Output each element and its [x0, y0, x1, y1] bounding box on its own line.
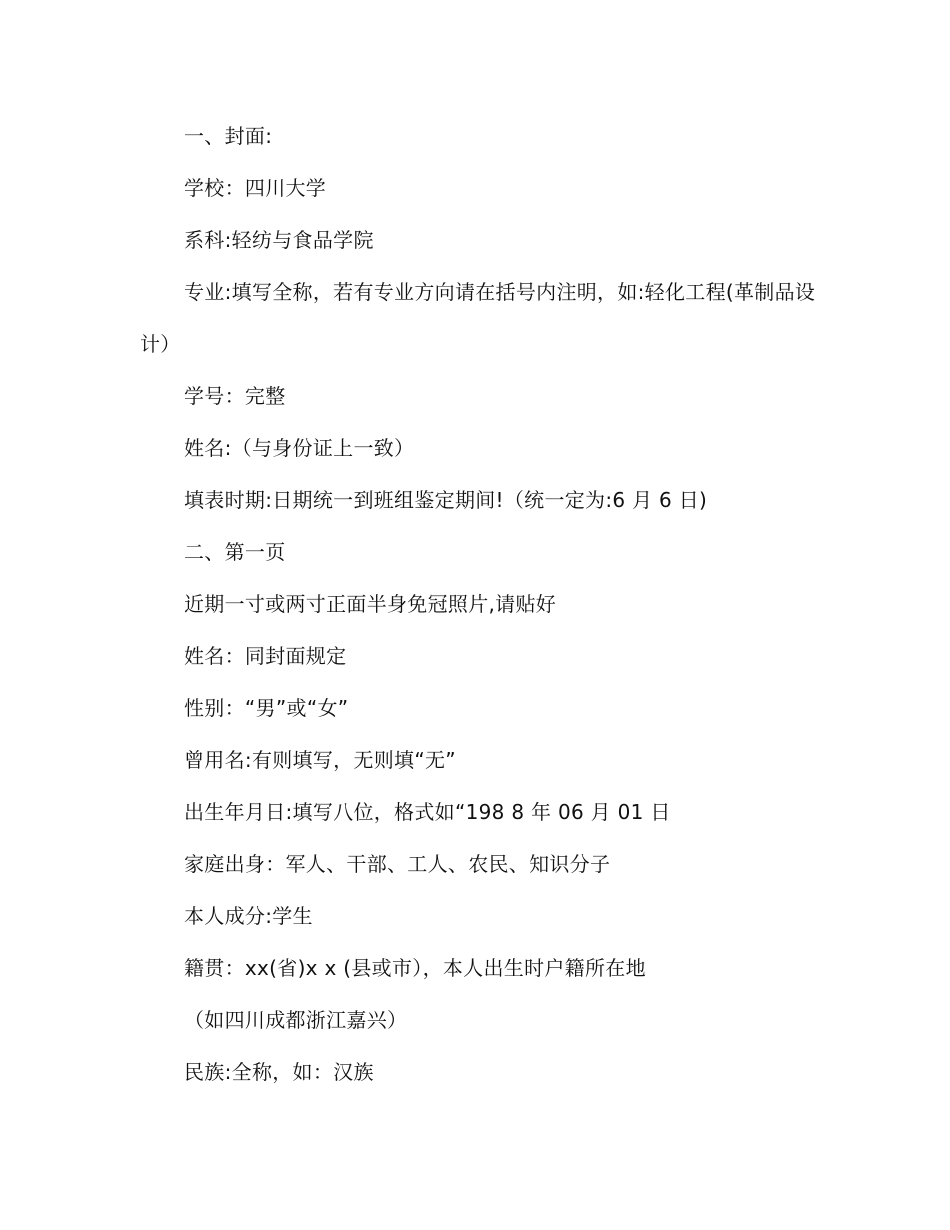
- section-heading-first-page: 二、第一页: [184, 540, 286, 564]
- field-personal-status: 本人成分:学生: [184, 904, 313, 928]
- field-name: 姓名：同封面规定: [184, 644, 347, 668]
- field-family-background: 家庭出身：军人、干部、工人、农民、知识分子: [184, 852, 611, 876]
- field-former-name: 曾用名:有则填写，无则填“无”: [184, 748, 456, 772]
- field-gender: 性别：“男”或“女”: [184, 696, 349, 720]
- field-native-place: 籍贯：xx(省)x x (县或市），本人出生时户籍所在地: [184, 956, 646, 980]
- document-body: [140, 110, 820, 1098]
- field-ethnicity: 民族:全称，如：汉族: [184, 1060, 374, 1084]
- field-native-place-example: （如四川成都浙江嘉兴）: [184, 1008, 408, 1032]
- field-fill-date: 填表时期:日期统一到班组鉴定期间!（统一定为:6 月 6 日): [184, 488, 708, 512]
- field-student-id: 学号：完整: [184, 384, 286, 408]
- field-photo: 近期一寸或两寸正面半身免冠照片,请贴好: [184, 592, 557, 616]
- field-department: 系科:轻纺与食品学院: [184, 228, 374, 252]
- section-heading-cover: 一、封面:: [184, 124, 273, 148]
- field-name-cover: 姓名:（与身份证上一致）: [184, 436, 415, 460]
- field-birth-date: 出生年月日:填写八位，格式如“198 8 年 06 月 01 日: [184, 800, 671, 824]
- field-school: 学校：四川大学: [184, 176, 327, 200]
- field-major: 专业:填写全称，若有专业方向请在括号内注明，如:轻化工程(革制品设计）: [140, 280, 816, 356]
